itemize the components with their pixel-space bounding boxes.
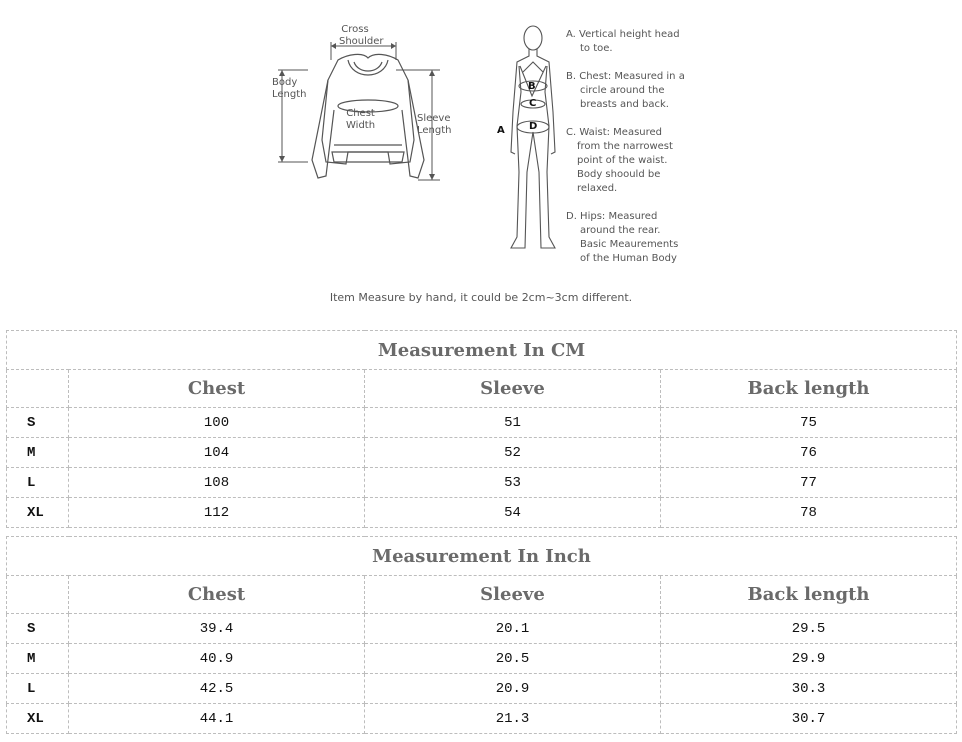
column-header-back-length: Back length	[661, 576, 957, 614]
size-table-cm	[6, 330, 957, 528]
back-length-value: 29.5	[661, 614, 957, 644]
sleeve-value: 52	[365, 438, 661, 468]
back-length-value: 75	[661, 408, 957, 438]
table-row	[7, 614, 957, 644]
table-row	[7, 468, 957, 498]
legend-a: A. Vertical height head to toe.	[566, 29, 680, 54]
body-length-label: Body Length	[272, 77, 307, 100]
sleeve-value: 53	[365, 468, 661, 498]
chest-value: 42.5	[69, 674, 365, 704]
legend-b: B. Chest: Measured in a circle around the breasts and back.	[566, 71, 685, 110]
chest-width-label: Chest Width	[346, 108, 376, 131]
marker-a: A	[497, 125, 505, 136]
column-header-sleeve: Sleeve	[365, 370, 661, 408]
sleeve-value: 20.1	[365, 614, 661, 644]
marker-b: B	[528, 81, 536, 92]
size-table-inch	[6, 536, 957, 734]
table-row	[7, 408, 957, 438]
sleeve-value: 54	[365, 498, 661, 528]
back-length-value: 30.7	[661, 704, 957, 734]
back-length-value: 77	[661, 468, 957, 498]
table-row	[7, 498, 957, 528]
back-length-value: 76	[661, 438, 957, 468]
chest-value: 108	[69, 468, 365, 498]
size-label: M	[7, 438, 69, 468]
column-header-sleeve: Sleeve	[365, 576, 661, 614]
size-label: XL	[7, 704, 69, 734]
size-label: S	[7, 408, 69, 438]
size-label: L	[7, 674, 69, 704]
size-label: L	[7, 468, 69, 498]
column-header-back-length: Back length	[661, 370, 957, 408]
table-row	[7, 644, 957, 674]
sleeve-value: 21.3	[365, 704, 661, 734]
marker-d: D	[529, 121, 538, 132]
chest-value: 39.4	[69, 614, 365, 644]
size-label: XL	[7, 498, 69, 528]
size-label: S	[7, 614, 69, 644]
measure-note: Item Measure by hand, it could be 2cm~3cm different.	[329, 291, 633, 304]
chest-value: 104	[69, 438, 365, 468]
column-header-chest: Chest	[69, 576, 365, 614]
back-length-value: 78	[661, 498, 957, 528]
sleeve-value: 20.5	[365, 644, 661, 674]
back-length-value: 30.3	[661, 674, 957, 704]
table-title: Measurement In Inch	[7, 537, 957, 576]
sleeve-value: 20.9	[365, 674, 661, 704]
size-label: M	[7, 644, 69, 674]
marker-c: C	[529, 98, 537, 109]
chest-value: 44.1	[69, 704, 365, 734]
table-row	[7, 674, 957, 704]
size-header-cell	[7, 576, 69, 614]
body-figure	[505, 22, 560, 257]
table-row	[7, 438, 957, 468]
cross-shoulder-label: Cross Shoulder	[339, 24, 384, 47]
chest-value: 40.9	[69, 644, 365, 674]
column-header-chest: Chest	[69, 370, 365, 408]
legend-c: C. Waist: Measured from the narrowest point of the waist. Body shoould be relaxed.	[566, 127, 673, 194]
table-row	[7, 704, 957, 734]
sleeve-length-label: Sleeve Length	[417, 113, 452, 136]
back-length-value: 29.9	[661, 644, 957, 674]
sleeve-value: 51	[365, 408, 661, 438]
chest-value: 112	[69, 498, 365, 528]
chest-value: 100	[69, 408, 365, 438]
legend-d: D. Hips: Measured around the rear. Basic Meaurements of the Human Body	[566, 211, 679, 264]
size-header-cell	[7, 370, 69, 408]
table-title: Measurement In CM	[7, 331, 957, 370]
